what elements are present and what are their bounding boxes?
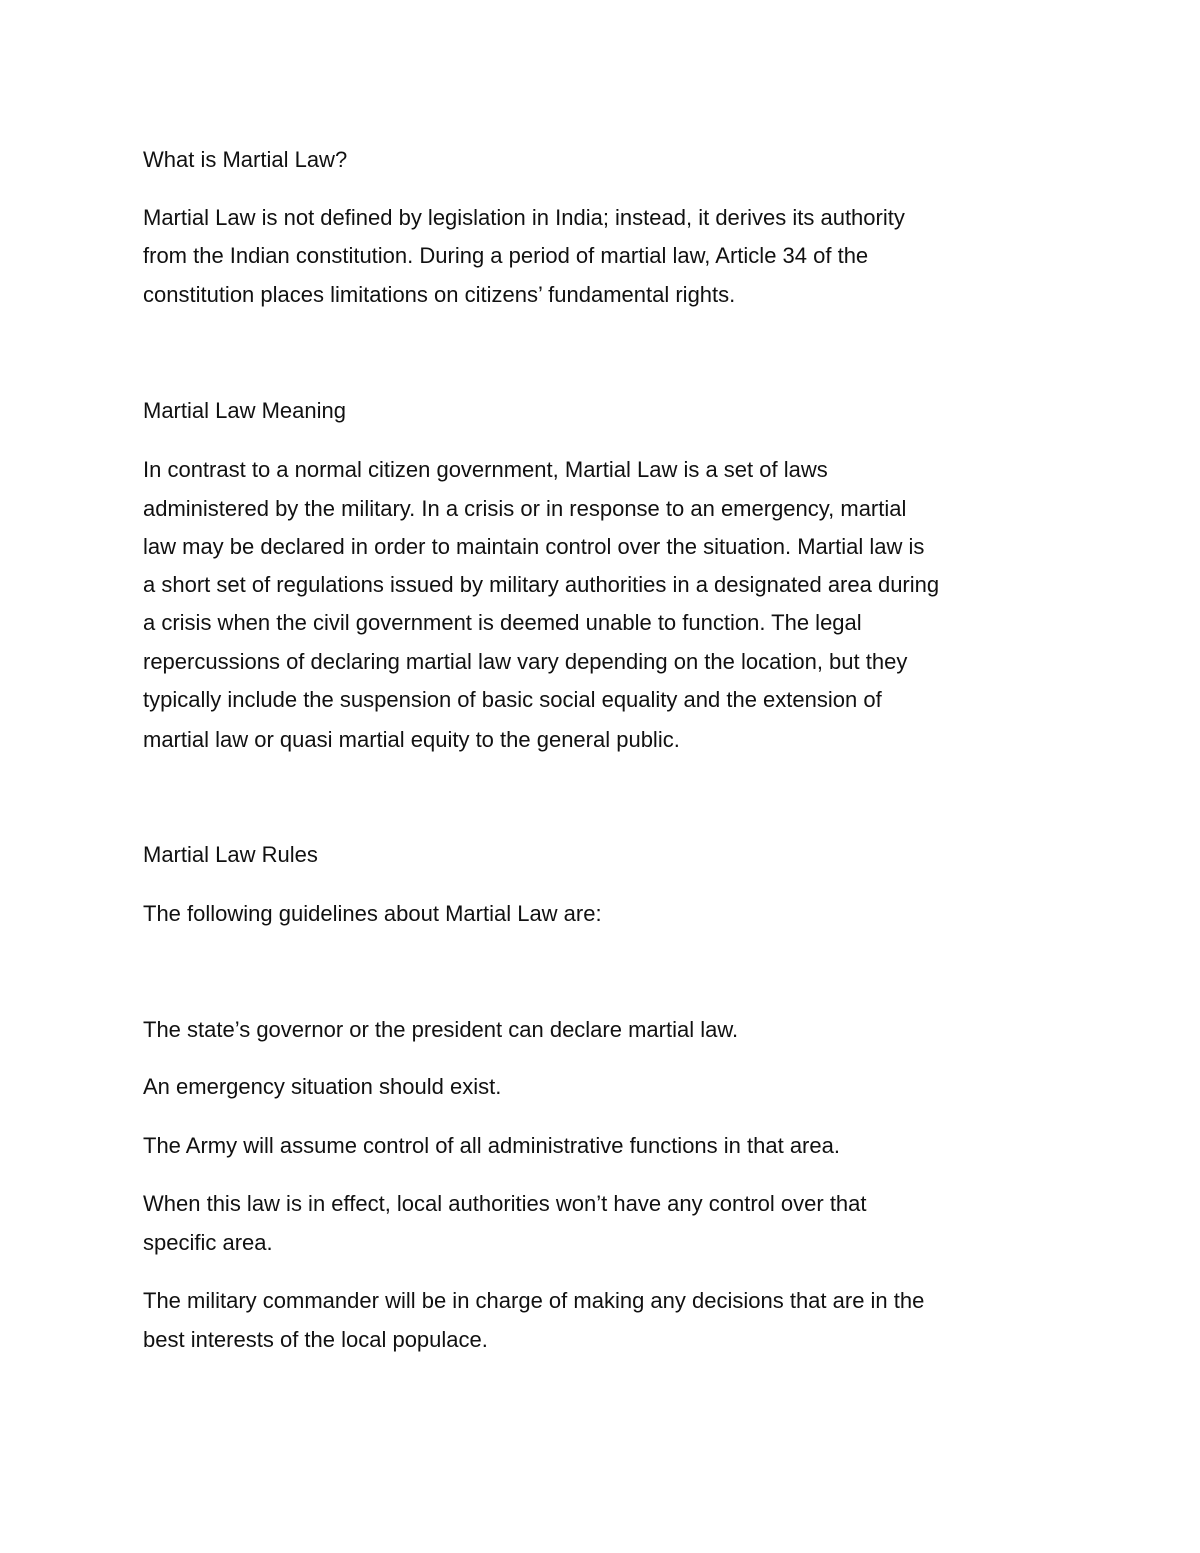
rule-item: The state’s governor or the president can declare martial law. — [143, 1017, 739, 1042]
rule-item-continuation: best interests of the local populace. — [143, 1327, 488, 1352]
paragraph-line: a short set of regulations issued by military authorities in a designated area during — [143, 572, 940, 597]
rule-item: An emergency situation should exist. — [143, 1074, 502, 1099]
paragraph-line: law may be declared in order to maintain control over the situation. Martial law is — [143, 534, 925, 559]
paragraph-line: typically include the suspension of basic social equality and the extension of — [143, 687, 882, 712]
paragraph-line: constitution places limitations on citizens’ fundamental rights. — [143, 282, 736, 307]
paragraph-line: martial law or quasi martial equity to the general public. — [143, 727, 680, 752]
rule-item-continuation: specific area. — [143, 1230, 273, 1255]
paragraph-line: Martial Law is not defined by legislation in India; instead, it derives its authority — [143, 205, 905, 230]
heading-martial-law-meaning: Martial Law Meaning — [143, 398, 346, 423]
heading-martial-law-rules: Martial Law Rules — [143, 842, 318, 867]
heading-what-is-martial-law: What is Martial Law? — [143, 147, 348, 172]
paragraph-line: administered by the military. In a crisis or in response to an emergency, martial — [143, 496, 907, 521]
paragraph-line: The following guidelines about Martial Law are: — [143, 901, 602, 926]
rule-item: The military commander will be in charge of making any decisions that are in the — [143, 1288, 925, 1313]
paragraph-line: In contrast to a normal citizen government, Martial Law is a set of laws — [143, 457, 828, 482]
rule-item: The Army will assume control of all administrative functions in that area. — [143, 1133, 840, 1158]
rule-item: When this law is in effect, local authorities won’t have any control over that — [143, 1191, 867, 1216]
paragraph-line: from the Indian constitution. During a period of martial law, Article 34 of the — [143, 243, 869, 268]
paragraph-line: repercussions of declaring martial law vary depending on the location, but they — [143, 649, 908, 674]
paragraph-line: a crisis when the civil government is deemed unable to function. The legal — [143, 610, 862, 635]
